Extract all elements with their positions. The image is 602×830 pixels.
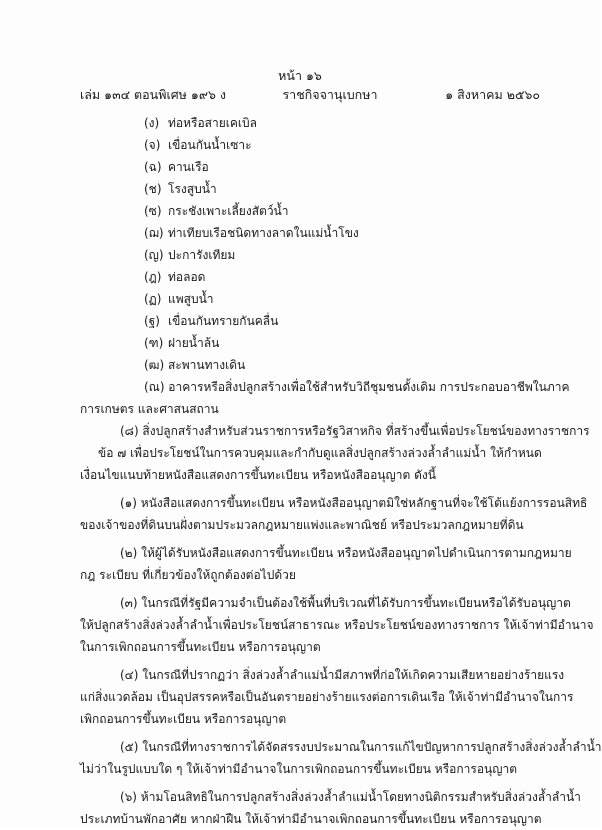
- list-item: [80, 332, 540, 354]
- list-item: [80, 222, 540, 244]
- list-item-marker: (ช): [144, 182, 162, 196]
- list-item: [80, 112, 540, 134]
- clause-7-first-line: ข้อ ๗ เพื่อประโยชน์ในการควบคุมและกำกับดูแลสิ่งปลูกสร้างล่วงล้ำลำแม่น้ำ ให้กำหนด: [98, 446, 542, 460]
- publication-date: ๑ สิงหาคม ๒๕๖๐: [445, 87, 540, 102]
- list-item: [80, 266, 540, 288]
- list-item-text: ท่อหรือสายเคเบิล: [168, 116, 257, 130]
- condition-continuation: ประเภทบ้านพักอาศัย หากฝ่าฝืน ให้เจ้าท่ามีอำนาจเพิกถอนการขึ้นทะเบียน หรือการอนุญาต: [80, 812, 542, 826]
- gazette-header: [80, 85, 540, 105]
- condition-continuation: เพิกถอนการขึ้นทะเบียน หรือการอนุญาต: [80, 712, 287, 726]
- list-item-marker: (จ): [144, 138, 161, 152]
- condition-continuation: ให้ปลูกสร้างสิ่งล่วงล้ำลำน้ำเพื่อประโยชน์สาธารณะ หรือประโยชน์ของทางราชการ ให้เจ้าท่ามีอำนาจ: [80, 618, 594, 632]
- condition-continuation: กฎ ระเบียบ ที่เกี่ยวข้องให้ถูกต้องต่อไปด้วย: [80, 568, 296, 582]
- list-item: [80, 200, 540, 222]
- list-item: [80, 310, 540, 332]
- document-body: [80, 112, 602, 830]
- condition-paragraph: [80, 542, 572, 586]
- condition-first-line: (๒) ให้ผู้ได้รับหนังสือแสดงการขึ้นทะเบียน หรือหนังสืออนุญาตไปดำเนินการตามกฎหมาย: [120, 546, 572, 560]
- list-item-marker: (ฏ): [144, 292, 162, 306]
- condition-paragraph: [80, 786, 581, 830]
- conditions-list: [80, 486, 602, 830]
- condition-paragraph: [80, 736, 602, 780]
- condition-first-line: (๑) หนังสือแสดงการขึ้นทะเบียน หรือหนังสืออนุญาตมิใช่หลักฐานที่จะใช้โต้แย้งการรอนสิทธิ: [120, 496, 588, 510]
- item-8: (๘) สิ่งปลูกสร้างสำหรับส่วนราชการหรือรัฐวิสาหกิจ ที่สร้างขึ้นเพื่อประโยชน์ของทางราชการ: [120, 424, 590, 438]
- list-item-marker: (ฒ): [144, 358, 165, 372]
- condition-paragraph: [80, 492, 588, 536]
- list-item-text: แพสูบน้ำ: [168, 292, 214, 306]
- list-item-marker: (ญ): [144, 248, 164, 262]
- page-number: หน้า ๑๖: [278, 68, 322, 83]
- condition-first-line: (๔) ในกรณีที่ปรากฏว่า สิ่งล่วงล้ำลำแม่น้ำมีสภาพที่ก่อให้เกิดความเสียหายอย่างร้ายแรง: [120, 668, 565, 682]
- condition-continuation: แก่สิ่งแวดล้อม เป็นอุปสรรคหรือเป็นอันตรายอย่างร้ายแรงต่อการเดินเรือ ให้เจ้าท่ามีอำนาจในการ: [80, 690, 574, 704]
- list-item-text: ท่อลอด: [168, 270, 206, 284]
- list-item-marker: (ฎ): [144, 270, 162, 284]
- list-item-marker: (ฌ): [144, 226, 164, 240]
- list-item: [80, 288, 540, 310]
- list-item-marker: (ฐ): [144, 314, 160, 328]
- list-item-text: ท่าเทียบเรือชนิดทางลาดในแม่น้ำโขง: [168, 226, 359, 240]
- list-item-text: ปะการังเทียม: [168, 248, 236, 262]
- list-item-text: สะพานทางเดิน: [168, 358, 246, 372]
- list-item: [80, 156, 540, 178]
- list-item-text: โรงสูบน้ำ: [168, 182, 217, 196]
- publication-name: ราชกิจจานุเบกษา: [282, 87, 378, 102]
- item-n-first-line: (ณ) อาคารหรือสิ่งปลูกสร้างเพื่อใช้สำหรับวิถีชุมชนดั้งเดิม การประกอบอาชีพในภาค: [144, 380, 570, 394]
- list-item: [80, 134, 540, 156]
- condition-paragraph: [80, 664, 574, 730]
- list-item: [80, 354, 540, 376]
- item-n-continuation: การเกษตร และศาสนสถาน: [80, 402, 219, 416]
- condition-paragraph: [80, 592, 594, 658]
- list-item: [80, 178, 540, 200]
- condition-continuation: ไม่ว่าในรูปแบบใด ๆ ให้เจ้าท่ามีอำนาจในการเพิกถอนการขึ้นทะเบียน หรือการอนุญาต: [80, 762, 517, 776]
- condition-first-line: (๓) ในกรณีที่รัฐมีความจำเป็นต้องใช้พื้นที่บริเวณที่ได้รับการขึ้นทะเบียนหรือได้รับอนุญาต: [120, 596, 571, 610]
- list-item-text: เขื่อนกันน้ำเซาะ: [168, 138, 252, 152]
- list-item-text: ฝายน้ำล้น: [168, 336, 220, 350]
- list-item-text: เขื่อนกันทรายกันคลื่น: [168, 314, 279, 328]
- condition-first-line: (๖) ห้ามโอนสิทธิในการปลูกสร้างสิ่งล่วงล้ำลำแม่น้ำโดยทางนิติกรรมสำหรับสิ่งล่วงล้ำลำน้ำ: [120, 790, 581, 804]
- list-item: [80, 244, 540, 266]
- clause-7: [80, 442, 540, 486]
- structure-list: [80, 112, 540, 376]
- list-item-marker: (ซ): [144, 204, 162, 218]
- condition-first-line: (๕) ในกรณีที่ทางราชการได้จัดสรรงบประมาณในการแก้ไขปัญหาการปลูกสร้างสิ่งล่วงล้ำลำน้ำ: [120, 740, 602, 754]
- item-n: [80, 376, 570, 420]
- list-item-marker: (ง): [144, 116, 160, 130]
- list-item-text: คานเรือ: [168, 160, 209, 174]
- list-item-marker: (ฉ): [144, 160, 162, 174]
- condition-continuation: ในการเพิกถอนการขึ้นทะเบียน หรือการอนุญาต: [80, 640, 321, 654]
- volume-info: เล่ม ๑๓๔ ตอนพิเศษ ๑๙๖ ง: [80, 87, 226, 102]
- list-item-text: กระชังเพาะเลี้ยงสัตว์น้ำ: [168, 204, 289, 218]
- clause-7-continuation: เงื่อนไขแนบท้ายหนังสือแสดงการขึ้นทะเบียน หรือหนังสืออนุญาต ดังนี้: [80, 468, 436, 482]
- list-item-marker: (ฑ): [144, 336, 164, 350]
- condition-continuation: ของเจ้าของที่ดินบนฝั่งตามประมวลกฎหมายแพ่งและพาณิชย์ หรือประมวลกฎหมายที่ดิน: [80, 518, 524, 532]
